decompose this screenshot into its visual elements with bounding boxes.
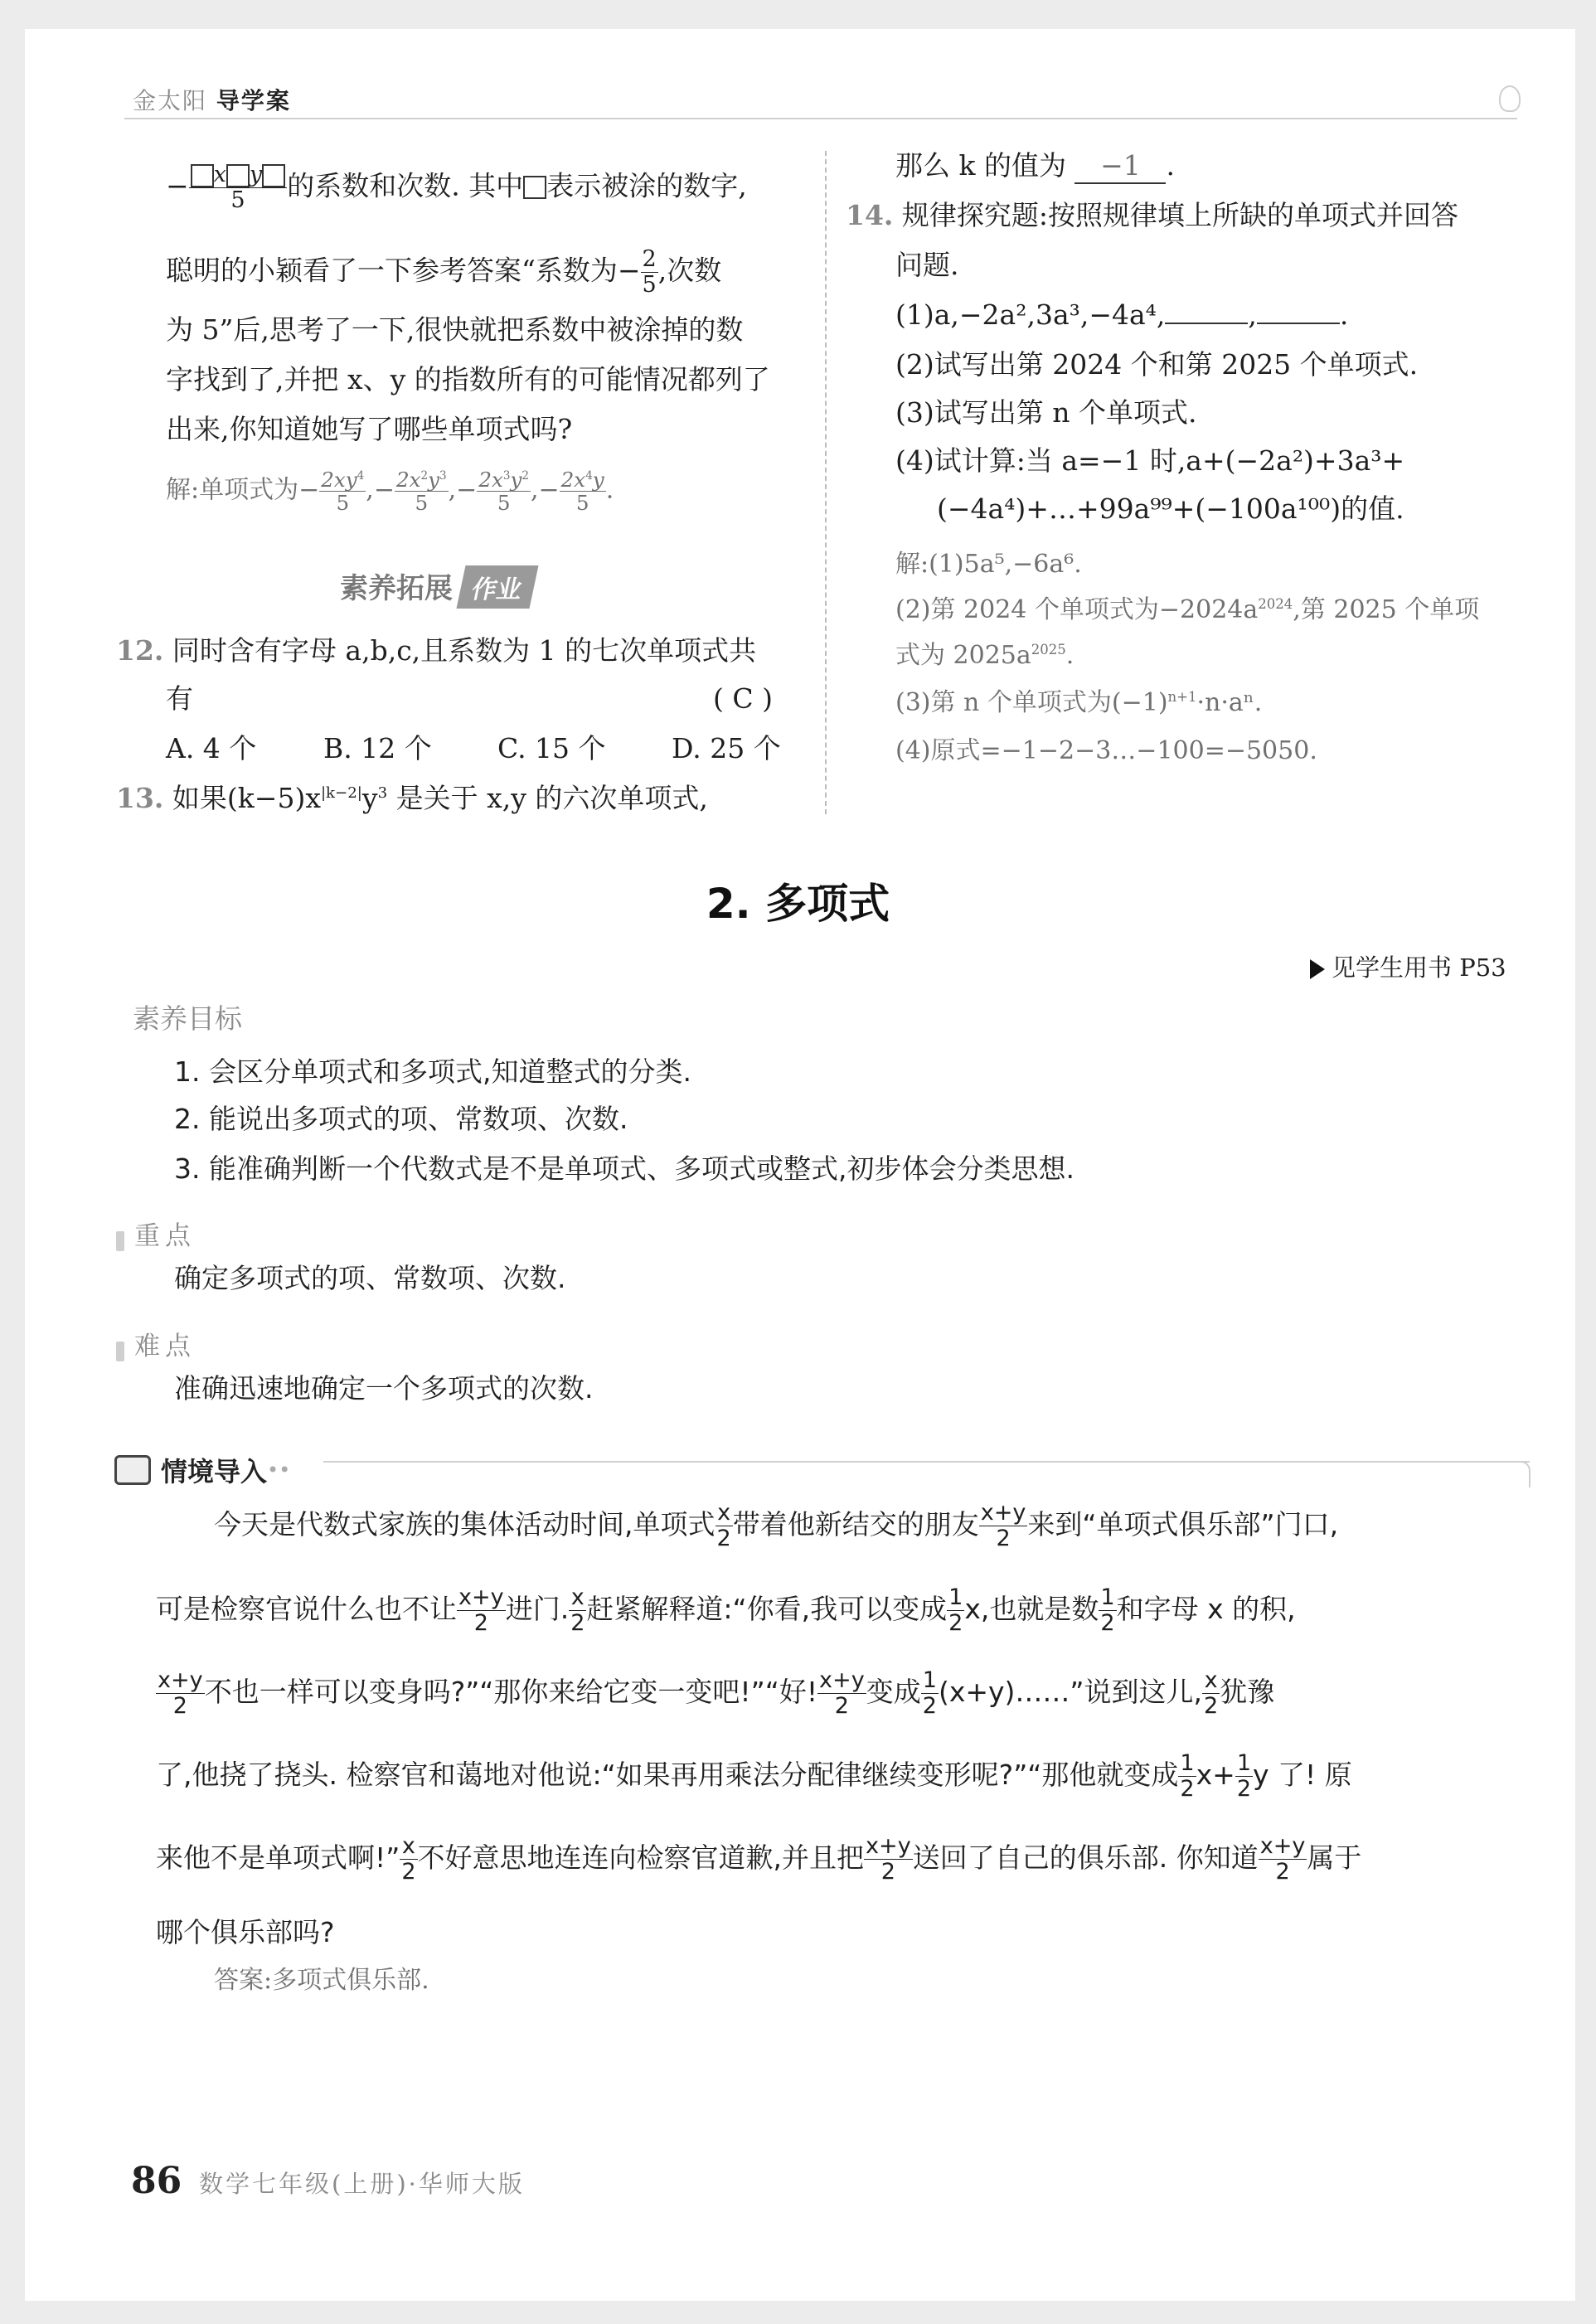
q11-line1: − $\frac{\text{x y}}{5}$ 的系数和次数. 其中 表示被涂的数字, (166, 162, 747, 213)
answer-blank: −1 (1075, 149, 1166, 184)
key-heading: 重点 (116, 1215, 196, 1252)
brand-name: 金太阳 (133, 87, 208, 114)
brand-series: 导学案 (216, 87, 291, 114)
q14-sub3: (3)试写出第 n 个单项式. (895, 396, 1197, 429)
q13-line1: 13. 如果$(k-5)x^{|k-2|}y^3$ 是关于 x,y 的六次单项式, (116, 782, 708, 814)
intro-heading: 情境导入•• (114, 1451, 290, 1489)
q12-option-a: A. 4 个 (166, 732, 257, 764)
column-divider (825, 151, 827, 814)
q14-sub2: (2)试写出第 2024 个和第 2025 个单项式. (895, 348, 1419, 381)
key-text: 确定多项式的项、常数项、次数. (174, 1262, 566, 1294)
q14-answer4: (4)原式=−1−2−3…−100=−5050. (895, 736, 1317, 765)
chat-icon (114, 1455, 151, 1485)
blank-box (191, 164, 214, 187)
q14-answer1: 解:(1)5a⁵,−6a⁶. (895, 550, 1082, 579)
story-line2: 可是检察官说什么也不让 $\frac{x+y}{2}$ 进门. $\frac{x}{2}$ 赶紧解释道:“你看,我可以变成 $\frac{1}{2}$ x,也就是数 $\frac{1}{2}$ 和字母 x 的积, (156, 1584, 1296, 1636)
goal-item: 1. 会区分单项式和多项式,知道整式的分类. (174, 1055, 691, 1088)
q14-sub1: (1)a,−2a²,3a³,−4a⁴, , . (895, 298, 1349, 331)
q14-sub4-line1: (4)试计算:当 a=−1 时,a+(−2a²)+3a³+ (895, 444, 1405, 477)
blank-box (226, 164, 250, 187)
q14-line2: 问题. (895, 249, 959, 281)
q11-answer: 解:单项式为− $\frac{2xy^4}{5}$ ,− $\frac{2x^2y^3}{5}$ ,− $\frac{2x^3y^2}{5}$ ,− $\frac{2x^4y}{5}$ . (166, 468, 614, 516)
q12-answer: ( C ) (713, 682, 773, 715)
intro-rule (323, 1461, 1530, 1463)
q14-sub4-line2: (−4a⁴)+…+99a⁹⁹+(−100a¹⁰⁰)的值. (937, 492, 1404, 525)
q14-answer3: (3)第 n 个单项式为$(-1)^{n+1}\cdot n\cdot a^n$. (895, 688, 1263, 717)
q12-option-d: D. 25 个 (672, 732, 781, 764)
q12-line1: 12. 同时含有字母 a,b,c,且系数为 1 的七次单项式共 (116, 634, 757, 667)
q11-line5: 出来,你知道她写了哪些单项式吗? (166, 413, 573, 445)
q12-option-b: B. 12 个 (323, 732, 432, 764)
q14-answer2b: 式为 $2025a^{2025}$. (895, 641, 1075, 670)
q12-option-c: C. 15 个 (497, 732, 606, 764)
story-line4: 了,他挠了挠头. 检察官和蔼地对他说:“如果再用乘法分配律继续变形呢?”“那他就变成 $\frac{1}{2}$ x+ $\frac{1}{2}$ y 了! 原 (156, 1750, 1352, 1802)
goal-item: 3. 能准确判断一个代数式是不是单项式、多项式或整式,初步体会分类思想. (174, 1152, 1075, 1185)
blank-box (262, 164, 285, 187)
header-brand (133, 83, 291, 116)
story-line5: 来他不是单项式啊!” $\frac{x}{2}$ 不好意思地连连向检察官道歉,并且把 $\frac{x+y}{2}$ 送回了自己的俱乐部. 你知道 $\frac{x+y}{2}$ 属于 (156, 1833, 1362, 1885)
q14-answer2a: (2)第 2024 个单项式为$-2024a^{2024}$,第 2025 个单项 (895, 595, 1480, 624)
story-line3: $\frac{x+y}{2}$ 不也一样可以变身吗?”“那你来给它变一变吧!”“好! $\frac{x+y}{2}$ 变成 $\frac{1}{2}$ (x+y)……”说到这儿, $\frac{x}{2}$ 犹豫 (158, 1667, 1275, 1719)
intro-rule-corner (1517, 1461, 1531, 1487)
blurred-fraction: $\frac{\text{x y}}{5}$ (189, 163, 288, 213)
heading-bar-icon (116, 1231, 124, 1251)
section-title: 2. 多项式 (706, 880, 890, 928)
goals-title: 素养目标 (133, 1002, 242, 1035)
q13-line2: 那么 k 的值为 −1 . (895, 149, 1175, 184)
page-number: 86 (131, 2160, 182, 2202)
difficulty-text: 准确迅速地确定一个多项式的次数. (174, 1372, 594, 1405)
q12-line2: 有 (166, 682, 193, 715)
story-line6: 哪个俱乐部吗? (156, 1916, 335, 1948)
goal-item: 2. 能说出多项式的项、常数项、次数. (174, 1103, 628, 1135)
reference-link: 见学生用书 P53 (1310, 949, 1506, 983)
q14-line1: 14. 规律探究题:按照规律填上所缺的单项式并回答 (846, 199, 1459, 231)
footer-text: 数学七年级(上册)·华师大版 (199, 2170, 525, 2198)
q11-line3: 为 5”后,思考了一下,很快就把系数中被涂掉的数 (166, 313, 744, 346)
difficulty-heading: 难点 (116, 1325, 196, 1362)
blank-box (523, 176, 546, 199)
fill-blank (1165, 303, 1248, 324)
intro-answer: 答案:多项式俱乐部. (214, 1966, 429, 1995)
homework-tag: 素养拓展 作业 (332, 562, 534, 602)
arrow-right-icon (1310, 959, 1325, 979)
story-line1: 今天是代数式家族的集体活动时间,单项式 $\frac{x}{2}$ 带着他新结交的朋友 $\frac{x+y}{2}$ 来到“单项式俱乐部”门口, (214, 1500, 1339, 1551)
q11-line4: 字找到了,并把 x、y 的指数所有的可能情况都列了 (166, 363, 770, 395)
fill-blank (1257, 303, 1340, 324)
coefficient-fraction: $\frac{2}{5}$ (642, 246, 657, 298)
header-rule (124, 118, 1517, 119)
heading-bar-icon (116, 1342, 124, 1361)
q11-line2: 聪明的小颖看了一下参考答案“系数为− $\frac{2}{5}$ ,次数 (166, 246, 722, 298)
bulb-icon (1499, 85, 1521, 112)
